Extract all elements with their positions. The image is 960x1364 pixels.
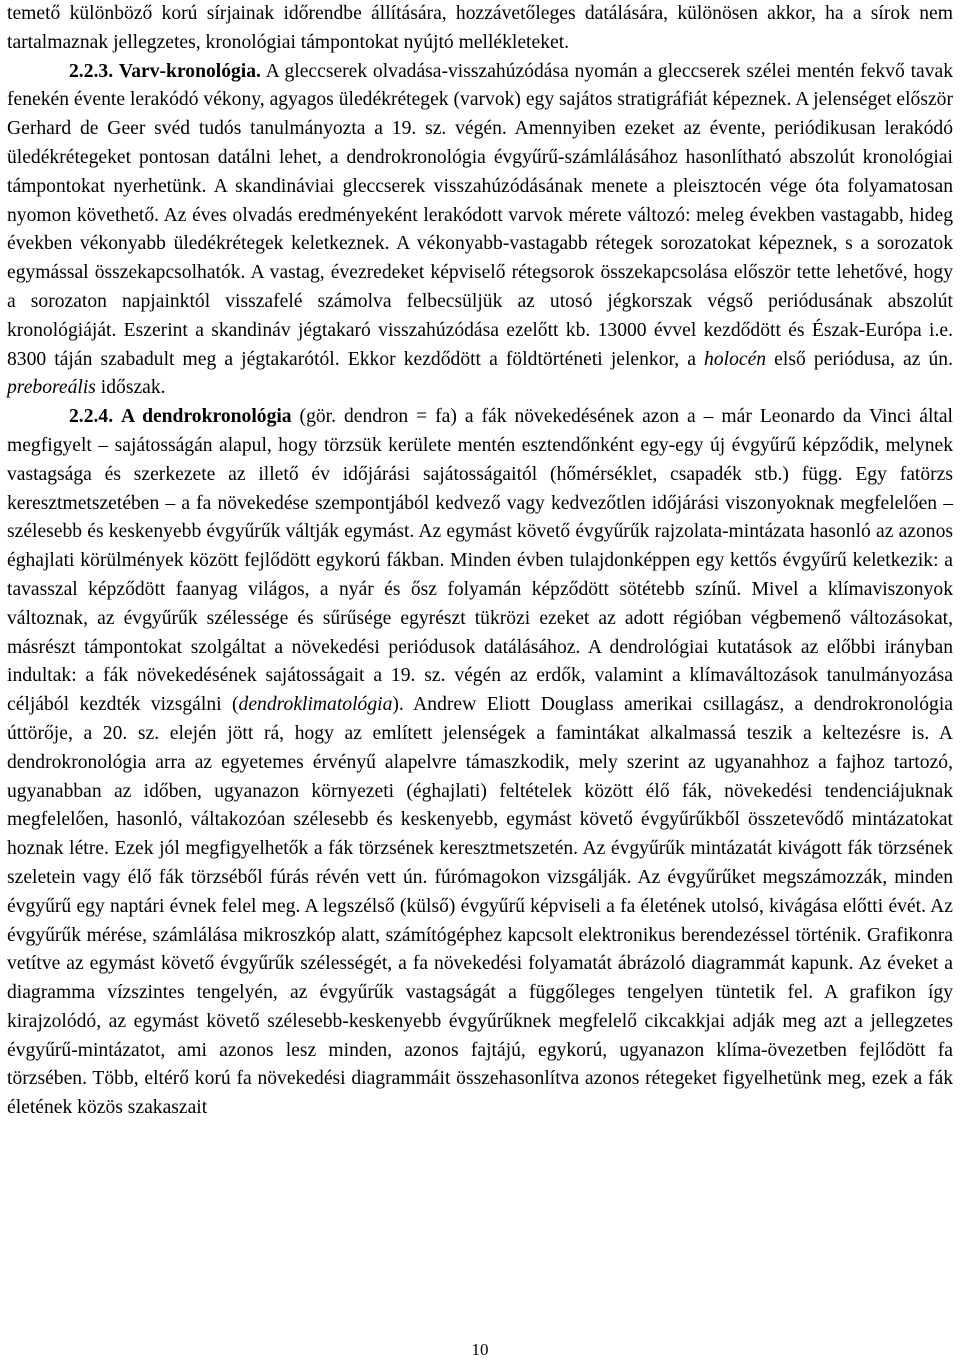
document-page [7,0,953,1123]
section-varv-body-3: időszak. [95,377,166,399]
page-number: 10 [471,1340,489,1359]
preborealis-term: preboreális [7,377,96,399]
intro-paragraph [7,0,953,58]
section-dendro-body-1: (gör. dendron = fa) a fák növekedésének azon a – már Leonardo da Vinci által megfigyelt – sajátosságán alapul, hogy törzsük kerülete mentén esztendőnként egy-egy új évgyűrű képződik, melynek vastagsága és szerkezete az illető év időjárási sajátosságaitól (hőmérséklet, csapadék stb.) függ. Egy fatörzs keresztmetszetében – a fa növekedése szempontjából kedvező vagy kedvezőtlen időjárási viszonyoknak megfelelően – szélesebb és keskenyebb évgyűrűk váltják egymást. Az egymást követő évgyűrűk rajzolata-mintázata hasonló az azonos éghajlati körülmények között fejlődött egykorú fákban. Minden évben tulajdonképpen egy kettős évgyűrű keletkezik: a tavasszal képződött faanyag világos, a nyár és ősz folyamán képződött sötétebb színű. Mivel a klímaviszonyok változnak, az évgyűrűk szélessége és sűrűsége egyrészt tükrözi ezeket az adott régióban végbemenő változásokat, másrészt támpontokat szolgáltat a növekedési periódusok datálásához. A dendrológiai kutatások az előbbi irányban indultak: a fák növekedésének sajátosságait a 19. sz. végén az erdők, valamint a klímaváltozások tanulmányozása céljából kezdték vizsgálni ( [7,406,953,716]
section-varv-body-2: első periódusa, az ún. [766,348,953,370]
section-dendro-paragraph [7,403,953,1123]
intro-text: temető különböző korú sírjainak időrendbe állítására, hozzávetőleges datálására, különösen akkor, ha a sírok nem tartalmaznak jellegzetes, kronológiai támpontokat nyújtó mellékleteket. [7,3,953,53]
section-varv-paragraph [7,58,953,404]
section-varv-title: Varv-kronológia. [118,60,261,82]
section-dendro-body-2: ). Andrew Eliott Douglass amerikai csillagász, a dendrokronológia úttörője, a 20. sz. elején jött rá, hogy az említett jelenségek a famintákat alkalmassá teszik a keltezésre is. A dendrokronológia arra az egyetemes érvényű alapelvre támaszkodik, mely szerint az ugyanahhoz a fajhoz tartozó, ugyanabban az időben, ugyanazon környezeti (éghajlati) feltételek között élő fák, növekedési tendenciájuknak megfelelően, hasonló, váltakozóan szélesebb és keskenyebb, egymást követő évgyűrűkből összetevődő mintázatokat hoznak létre. Ezek jól megfigyelhetők a fák törzsének keresztmetszetén. Az évgyűrűk mintázatát kivágott fák törzsének szeletein vagy élő fák törzséből fúrás révén vett ún. fúrómagokon vizsgálják. Az évgyűrűket megszámozzák, minden évgyűrű egy naptári évnek felel meg. A legszélső (külső) évgyűrű képviseli a fa életének utolsó, kivágása előtti évét. Az évgyűrűk mérése, számlálása mikroszkóp alatt, számítógéphez kapcsolt elektronikus berendezéssel történik. Grafikonra vetítve az egymást követő évgyűrűk szélességét, a fa növekedési folyamatát ábrázoló diagrammát kapunk. Az éveket a diagramma vízszintes tengelyén, az évgyűrűk vastagságát a függőleges tengelyen tüntetik fel. A grafikon így kirajzolódó, az egymást követő szélesebb-keskenyebb évgyűrűknek megfelelő cikcakkjai adják meg azt a jellegzetes évgyűrű-mintázatot, ami azonos lesz minden, azonos fajtájú, egykorú, ugyanazon klíma-övezetben fejlődött fa törzsében. Több, eltérő korú fa növekedési diagrammáit összehasonlítva azonos rétegeket figyelhetünk meg, ezek a fák életének közös szakaszait [7,694,953,1119]
section-dendro-title: A dendrokronológia [121,406,292,428]
section-varv-number: 2.2.3. [69,60,114,82]
section-dendro-number: 2.2.4. [69,406,114,428]
section-varv-body-1: A gleccserek olvadása-visszahúzódása nyomán a gleccserek szélei mentén fekvő tavak fenekén évente lerakódó vékony, agyagos üledékrétegek (varvok) egy sajátos stratigráfiát képeznek. A jelenséget először Gerhard de Geer svéd tudós tanulmányozta a 19. sz. végén. Amennyiben ezeket az évente, periódikusan lerakódó üledékrétegeket pontosan datálni lehet, a dendrokronológia évgyűrű-számlálásához hasonlítható abszolút kronológiai támpontokat nyerhetünk. A skandináviai gleccserek visszahúzódásának menete a pleisztocén vége óta folyamatosan nyomon követhető. Az éves olvadás eredményeként lerakódott varvok mérete változó: meleg években vastagabb, hideg években vékonyabb üledékrétegek keletkeznek. A vékonyabb-vastagabb rétegek sorozatokat képeznek, s a sorozatok egymással összekapcsolhatók. A vastag, évezredeket képviselő rétegsorok összekapcsolása először tette lehetővé, hogy a sorozaton napjainktól visszafelé számolva felbecsüljük az utosó jégkorszak végső periódusának abszolút kronológiáját. Eszerint a skandináv jégtakaró visszahúzódása ezelőtt kb. 13000 évvel kezdődött és Észak-Európa i.e. 8300 táján szabadult meg a jégtakarótól. Ekkor kezdődött a földtörténeti jelenkor, a [7,60,954,370]
holocen-term: holocén [704,348,767,370]
dendroklimatologia-term: dendroklimatológia [238,694,393,716]
